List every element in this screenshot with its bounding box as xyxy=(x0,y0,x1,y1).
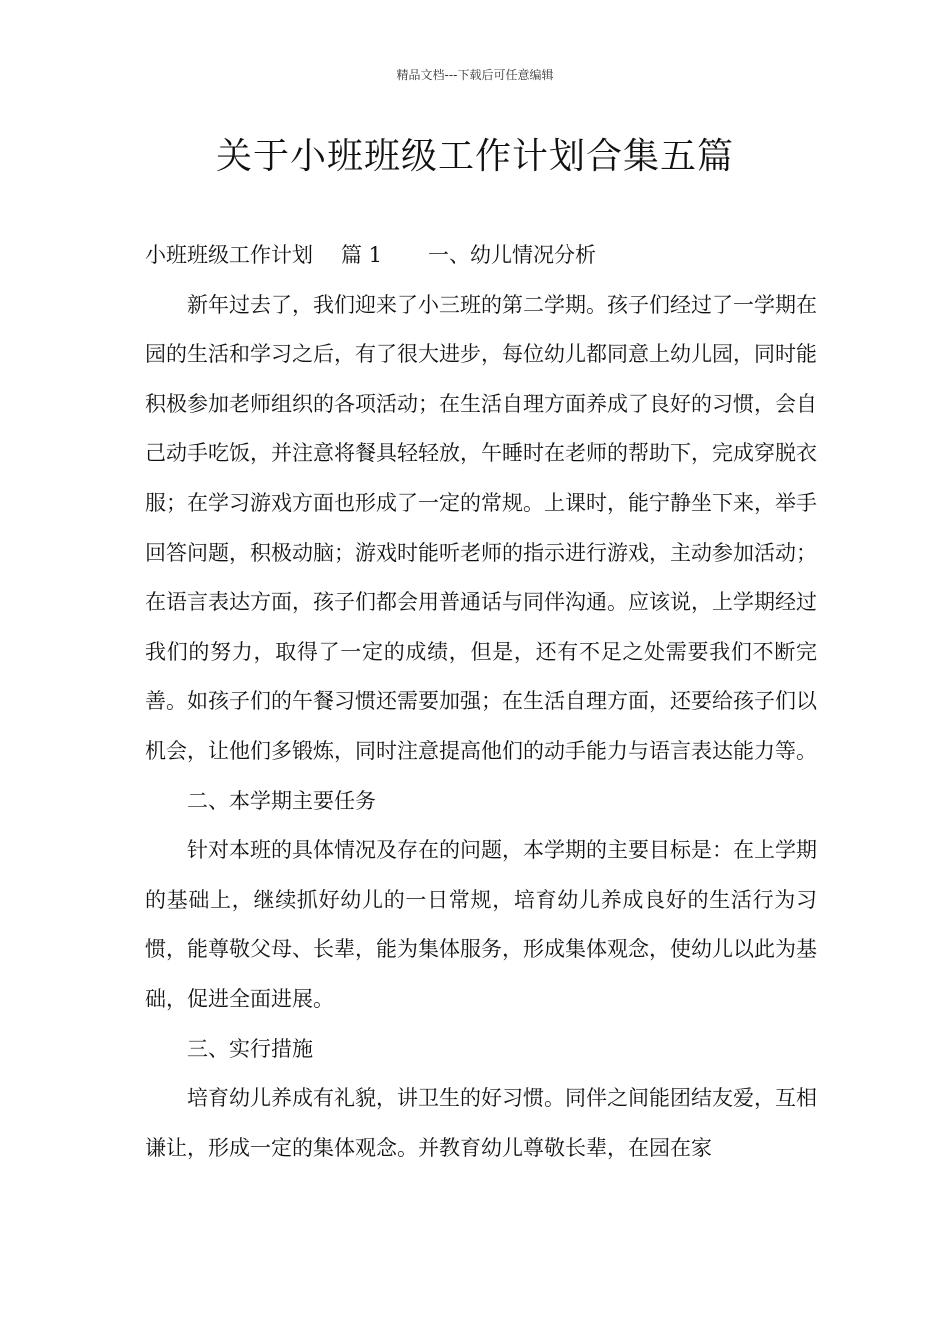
section-subheading: 一、幼儿情况分析 xyxy=(428,243,597,267)
heading-measures: 三、实行措施 xyxy=(187,1036,313,1061)
paragraph-main-tasks: 针对本班的具体情况及存在的问题，本学期的主要目标是：在上学期的基础上，继续抓好幼儿的一日常规，培育幼儿养成良好的生活行为习惯，能尊敬父母、长辈，能为集体服务，形成集体观念，使幼儿以此为基础，促进全面进展。 xyxy=(145,838,817,1011)
section-heading xyxy=(145,231,817,281)
section-label: 小班班级工作计划 xyxy=(145,243,313,267)
section-number: 篇 1 xyxy=(341,243,383,267)
heading-main-tasks: 二、本学期主要任务 xyxy=(187,788,376,813)
document-body xyxy=(145,231,817,1173)
paragraph-measures: 培育幼儿养成有礼貌，讲卫生的好习惯。同伴之间能团结友爱，互相谦让，形成一定的集体观念。并教育幼儿尊敬长辈，在园在家 xyxy=(145,1086,817,1160)
page-header-note: 精品文档---下载后可任意编辑 xyxy=(396,68,554,82)
paragraph-situation-analysis: 新年过去了，我们迎来了小三班的第二学期。孩子们经过了一学期在园的生活和学习之后，有了很大进步，每位幼儿都同意上幼儿园，同时能积极参加老师组织的各项活动；在生活自理方面养成了良好的习惯，会自己动手吃饭，并注意将餐具轻轻放，午睡时在老师的帮助下，完成穿脱衣服；在学习游戏方面也形成了一定的常规。上课时，能宁静坐下来，举手回答问题，积极动脑；游戏时能听老师的指示进行游戏，主动参加活动；在语言表达方面，孩子们都会用普通话与同伴沟通。应该说，上学期经过我们的努力，取得了一定的成绩，但是，还有不足之处需要我们不断完善。如孩子们的午餐习惯还需要加强；在生活自理方面，还要给孩子们以机会，让他们多锻炼，同时注意提高他们的动手能力与语言表达能力等。 xyxy=(145,292,817,763)
document-title: 关于小班班级工作计划合集五篇 xyxy=(215,136,734,177)
